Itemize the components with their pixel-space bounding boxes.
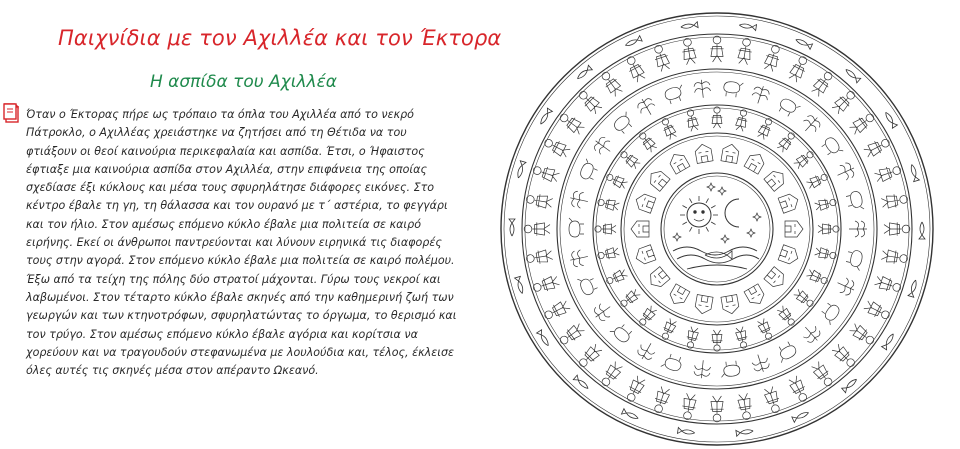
dancer-figure [557, 322, 586, 348]
sun-eye [702, 211, 704, 213]
warrior-figure [734, 109, 749, 132]
house-figure [667, 151, 690, 175]
house-figure [744, 151, 767, 175]
body-line: σχεδίασε έξι κύκλους και μέσα τους σφυρηλάτησε διάφορες εικόνες. Στο [26, 181, 435, 195]
vine-plant [591, 300, 615, 324]
house-figure [744, 284, 767, 308]
fish-icon [908, 279, 919, 297]
vine-plant [750, 352, 771, 374]
warrior-figure [776, 130, 798, 153]
warrior-figure [605, 268, 629, 287]
star-icon [707, 183, 715, 191]
dancer-figure [526, 249, 554, 266]
warrior-figure [806, 268, 830, 287]
dancer-figure [830, 88, 858, 116]
house-figure [785, 221, 803, 237]
animal-figure [577, 273, 598, 296]
body-line: έφτιαξε μια καινούρια ασπίδα στον Αχιλλέα, στην επιφάνεια της οποίας [26, 162, 427, 176]
animal-figure [569, 218, 584, 237]
vine-plant [569, 190, 590, 209]
page-subtitle: Η ασπίδα του Αχιλλέα [150, 72, 337, 92]
fish-icon [739, 22, 757, 30]
body-line: και τον ήλιο. Στον αμέσως επόμενο κύκλο έβαλε μια πολιτεία σε καιρό [26, 217, 422, 231]
sun-ray [690, 227, 693, 231]
animal-figure [664, 85, 687, 105]
dancer-figure [542, 299, 571, 322]
shield-ring [661, 173, 773, 285]
house-figure [631, 221, 649, 237]
star-icon [747, 229, 755, 237]
warrior-figure [806, 171, 830, 190]
dancer-figure [598, 360, 624, 389]
house-figure [667, 284, 690, 308]
warrior-figure [814, 197, 837, 212]
house-figure [633, 192, 655, 213]
dancer-figure [524, 222, 550, 235]
warrior-figure [618, 149, 641, 171]
body-line: Πάτροκλο, ο Αχιλλέας χρειάστηκε να ζητήσει από τη Θέτιδα να του [26, 126, 407, 140]
shield-ring-inner [664, 176, 770, 282]
animal-figure [723, 81, 743, 98]
house-figure [721, 143, 740, 164]
warrior-figure [637, 305, 659, 328]
dancer-figure [680, 38, 697, 66]
vine-plant [834, 161, 857, 183]
warrior-figure [685, 326, 700, 349]
body-line: φτιάξουν οι θεοί καινούρια περικεφαλαία και ασπίδα. Έτσι, ο Ήφαιστος [26, 144, 425, 158]
dancer-figure [526, 192, 554, 209]
dancer-figure [810, 360, 836, 389]
dancer-figure [848, 322, 877, 348]
shield-illustration [497, 10, 937, 448]
body-line: τον τρύγο. Στον αμέσως επόμενο κύκλο έβαλε αγόρια και κορίτσια να [26, 327, 418, 341]
warrior-figure [637, 130, 659, 153]
warrior-figure [776, 305, 798, 328]
vine-plant [569, 249, 590, 268]
warrior-figure [814, 246, 837, 261]
dancer-figure [557, 110, 586, 136]
fish-icon [882, 332, 896, 350]
fish-icon [792, 410, 810, 423]
warrior-figure [712, 107, 723, 128]
animal-figure [845, 190, 864, 212]
earth-line [687, 265, 747, 269]
vine-plant [799, 322, 823, 346]
sun-mouth [694, 219, 704, 221]
body-line: όλες αυτές τις σκηνές μέσα στον απέραντο Ωκεανό. [26, 364, 319, 378]
sun-eye [694, 211, 696, 213]
vine-plant [693, 79, 711, 99]
animal-figure [612, 112, 636, 136]
warrior-figure [793, 149, 816, 171]
dancer-figure [881, 249, 909, 266]
shield-ring-inner [624, 136, 810, 322]
animal-figure [579, 159, 600, 182]
dancer-figure [884, 222, 910, 235]
page-title: Παιχνίδια με τον Αχιλλέα και τον Έκτορα [58, 26, 502, 50]
star-icon [721, 235, 729, 243]
star-icon [673, 233, 681, 241]
warrior-figure [734, 326, 749, 349]
fish-icon [795, 37, 813, 50]
vine-plant [635, 339, 658, 363]
sun-icon [687, 203, 711, 227]
shield-ring-inner [596, 108, 838, 350]
dancer-figure [881, 192, 909, 209]
warrior-figure [659, 117, 678, 141]
warrior-figure [605, 171, 629, 190]
warrior-figure [756, 117, 775, 141]
fish-icon [624, 36, 642, 49]
animal-figure [661, 352, 684, 372]
body-line: κέντρο έβαλε τη γη, τη θάλασσα και τον ουρανό με τ΄ αστέρια, το φεγγάρι [26, 199, 448, 213]
house-figure [646, 168, 670, 192]
body-line: Όταν ο Έκτορας πήρε ως τρόπαιο τα όπλα του Αχιλλέα από το νεκρό [26, 108, 414, 121]
document-icon [3, 102, 21, 124]
vine-plant [849, 221, 867, 237]
warrior-figure [685, 109, 700, 132]
fish-icon [537, 330, 551, 348]
star-icon [718, 187, 726, 195]
animal-figure [818, 301, 841, 325]
dancer-figure [787, 54, 810, 83]
star-icon [753, 213, 761, 221]
house-figure [694, 143, 713, 164]
body-line: χορεύουν και να τραγουδούν στεφανωμένα με λουλούδια και, τέλος, έκλεισε [26, 345, 454, 359]
animal-figure [610, 320, 634, 344]
house-figure [633, 245, 655, 266]
warrior-figure [595, 224, 616, 235]
house-figure [778, 192, 800, 213]
sun-ray [711, 222, 715, 225]
dancer-figure [737, 38, 754, 66]
dancer-figure [598, 69, 624, 98]
fish-icon [621, 409, 639, 422]
body-line: ειρήνης. Εκεί οι άνθρωποι παντρεύονται και λύνουν ειρηνικά τις διαφορές [26, 236, 442, 250]
fish-icon [515, 276, 526, 294]
body-line: Έξω από τα τείχη της πόλης δύο στρατοί μάχονται. Γύρω τους νεκροί και [26, 272, 441, 286]
sun-ray [706, 199, 709, 203]
fish-icon [515, 161, 526, 179]
body-line: τους στην αγορά. Στον επόμενο κύκλο έβαλε μια πολιτεία σε καιρό πολέμου. [26, 254, 455, 268]
body-line: λαβωμένοι. Στον τέταρτο κύκλο έβαλε σκηνές από την καθημερινή ζωή των [26, 290, 454, 304]
fish-icon [736, 428, 754, 436]
vine-plant [635, 95, 658, 119]
animal-figure [777, 97, 801, 119]
animal-figure [720, 360, 740, 377]
dancer-figure [624, 375, 647, 404]
shield-ring [621, 133, 813, 325]
house-figure [778, 245, 800, 266]
vine-plant [591, 134, 615, 158]
dancer-figure [787, 375, 810, 404]
warrior-figure [597, 197, 620, 212]
vine-plant [693, 359, 711, 379]
dancer-figure [576, 342, 604, 370]
vine-plant [834, 275, 857, 297]
animal-figure [774, 340, 798, 362]
warrior-figure [793, 288, 816, 310]
sea-wave [673, 247, 757, 255]
dancer-figure [863, 299, 892, 322]
dancer-figure [710, 396, 723, 422]
vine-plant [750, 84, 771, 106]
animal-figure [820, 136, 843, 160]
dancer-figure [542, 136, 571, 159]
body-line: γεωργών και των κτηνοτρόφων, σφυρηλατώντας το όργωμα, το θερισμό και [26, 309, 457, 323]
fish-icon [677, 428, 695, 436]
fish-icon [919, 222, 925, 239]
moon-icon [725, 199, 739, 227]
dancer-figure [863, 136, 892, 159]
fish-icon [909, 164, 920, 182]
fish-icon [509, 219, 515, 236]
dancer-figure [710, 36, 723, 62]
fish-icon [680, 22, 698, 30]
animal-figure [845, 249, 864, 271]
house-figure [721, 295, 740, 316]
warrior-figure [756, 318, 775, 342]
sun-ray [706, 227, 709, 231]
sea-wave [677, 255, 759, 263]
warrior-figure [618, 288, 641, 310]
sun-ray [690, 199, 693, 203]
dancer-figure [624, 54, 647, 83]
house-figure [764, 168, 788, 192]
house-figure [646, 267, 670, 291]
house-figure [764, 267, 788, 291]
dancer-figure [810, 69, 836, 98]
body-paragraph [26, 106, 457, 380]
warrior-figure [712, 330, 723, 351]
sun-ray [683, 206, 687, 209]
vine-plant [799, 112, 823, 136]
dancer-figure [848, 110, 877, 136]
fish-icon [883, 111, 897, 129]
dancer-figure [680, 393, 697, 421]
dancer-figure [830, 342, 858, 370]
house-figure [694, 295, 713, 316]
shield-ring [501, 13, 933, 445]
dancer-figure [576, 88, 604, 116]
warrior-figure [659, 318, 678, 342]
fish-icon [538, 108, 552, 126]
sun-ray [711, 206, 715, 209]
warrior-figure [818, 224, 839, 235]
warrior-figure [597, 246, 620, 261]
sun-ray [683, 222, 687, 225]
dancer-figure [737, 393, 754, 421]
shield-ring [593, 105, 841, 353]
